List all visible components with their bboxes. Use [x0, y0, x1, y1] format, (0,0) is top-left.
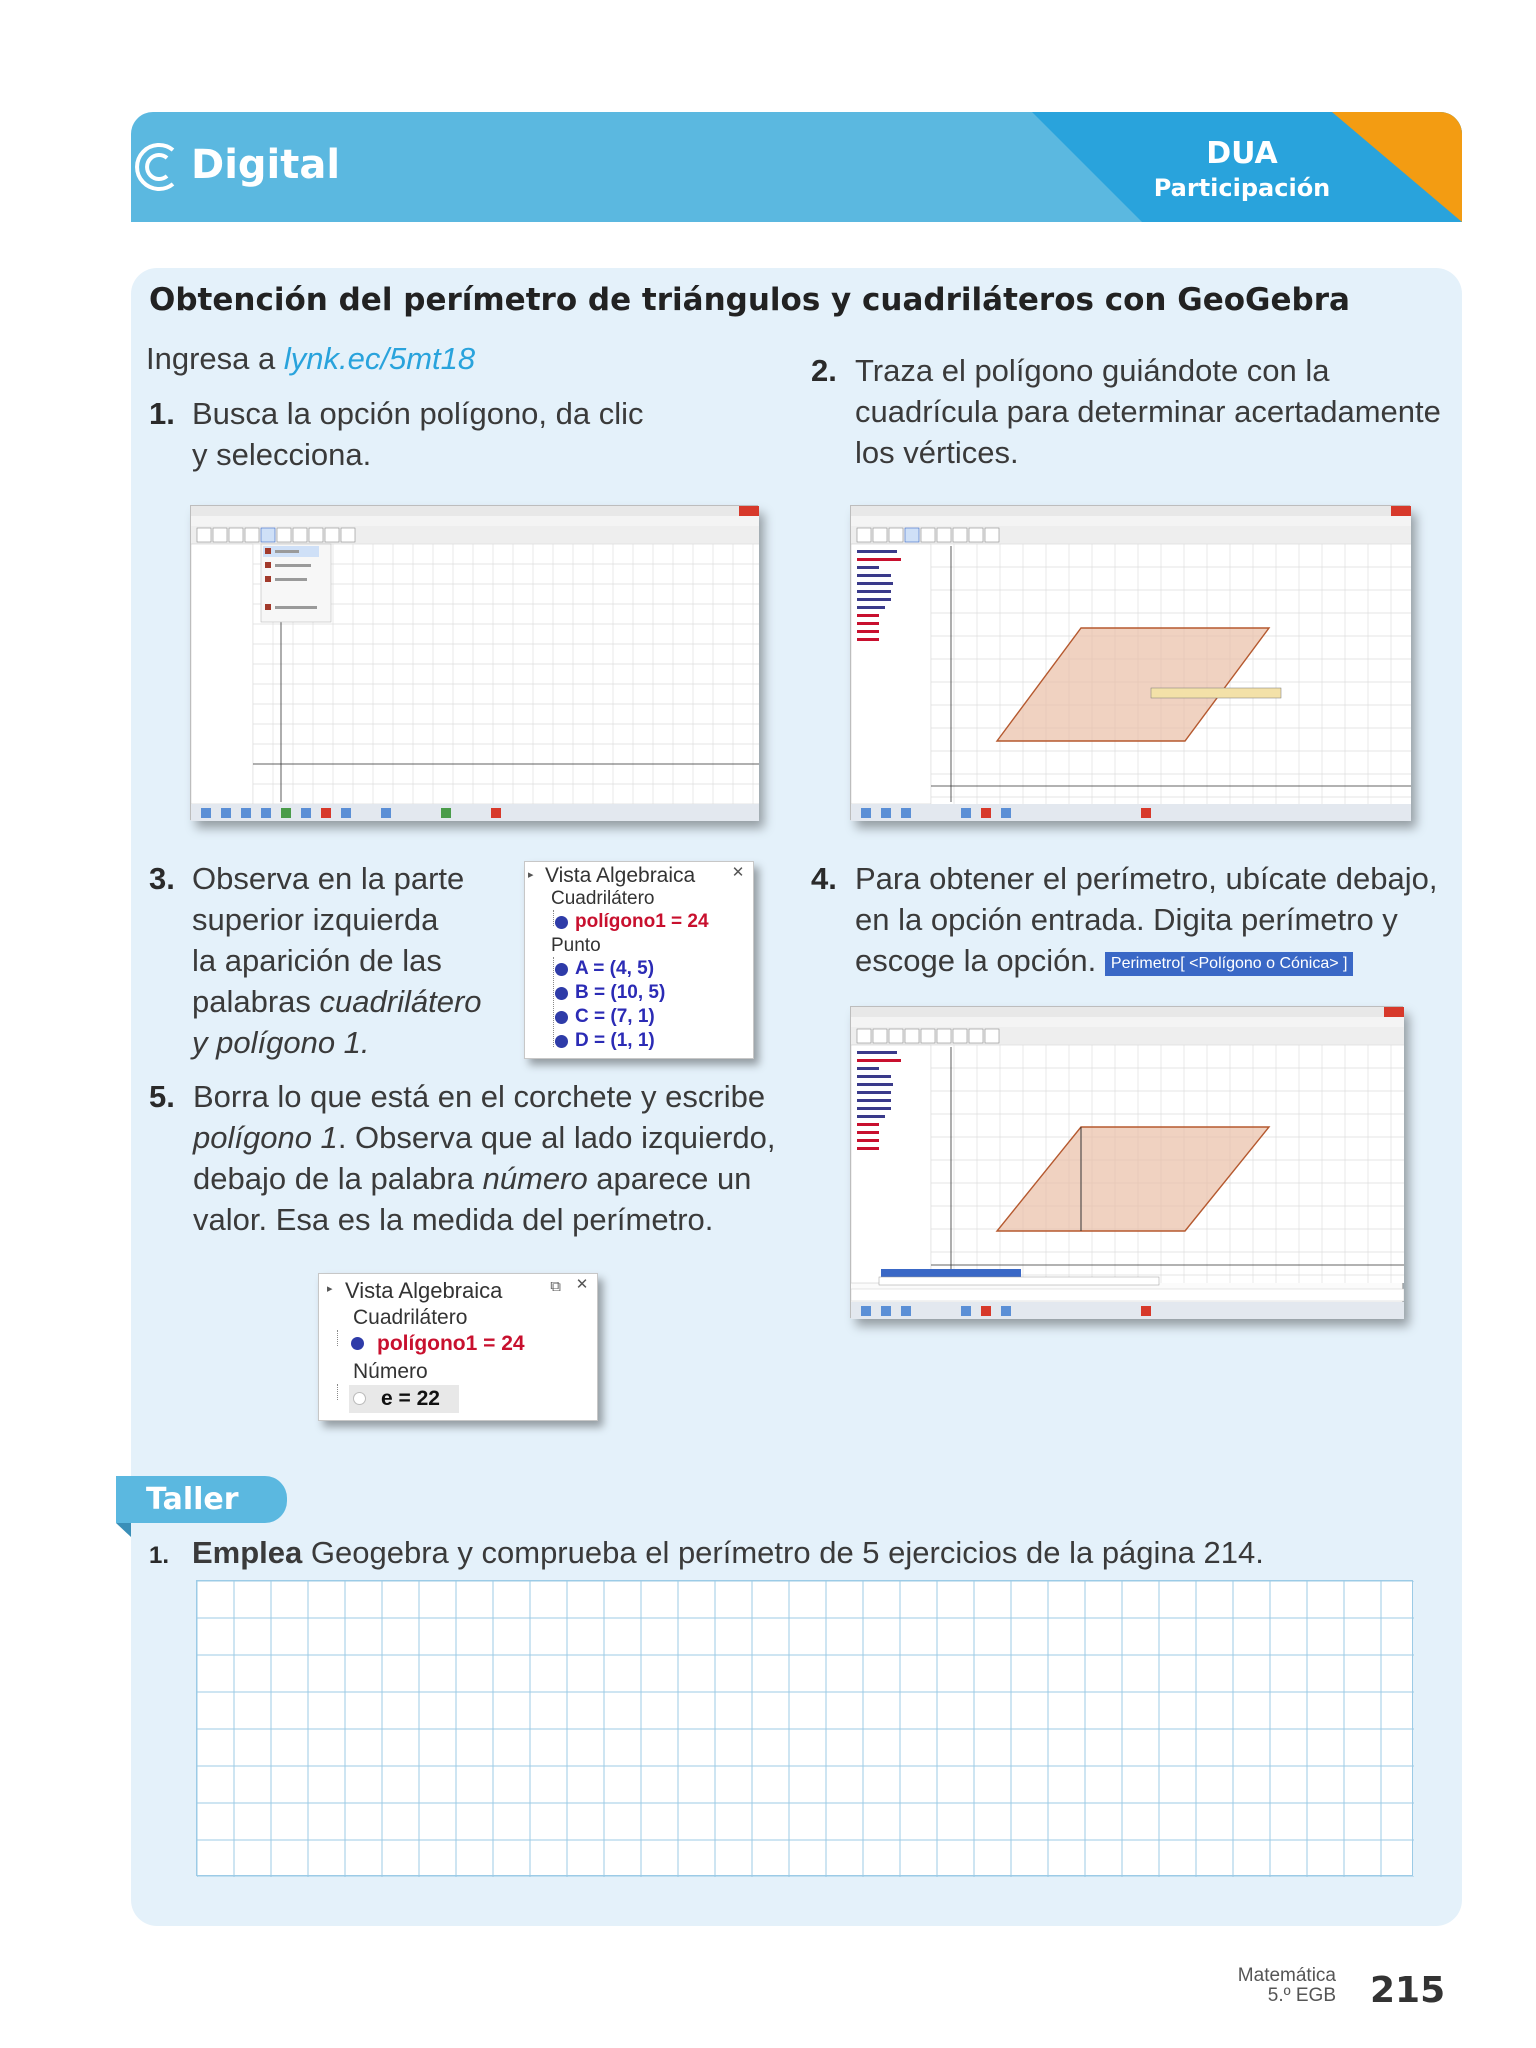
visibility-dot-icon[interactable]	[555, 963, 568, 976]
step-3-line-4a: palabras	[192, 984, 320, 1019]
group-punto: Punto	[551, 935, 601, 956]
undock-icon[interactable]: ⧉	[550, 1278, 561, 1295]
intro-prefix: Ingresa a	[146, 341, 284, 376]
step-3-number: 3.	[149, 861, 175, 896]
algebra-view-number	[318, 1273, 598, 1421]
collapse-arrow-icon[interactable]: ▸	[528, 869, 534, 881]
taller-label-tail	[116, 1523, 131, 1537]
tree-connector	[553, 910, 554, 926]
step-2-line-2: cuadrícula para determinar acertadamente	[855, 394, 1441, 429]
polygon-value: polígono1 = 24	[575, 911, 709, 932]
taller-text: Geogebra y comprueba el perímetro de 5 ejercicios de la página 214.	[302, 1535, 1264, 1570]
visibility-dot-icon[interactable]	[555, 916, 568, 929]
point-b: B = (10, 5)	[575, 982, 666, 1003]
point-d: D = (1, 1)	[575, 1030, 655, 1051]
dua-title: DUA	[1206, 136, 1278, 171]
visibility-dot-icon[interactable]	[555, 1035, 568, 1048]
step-1	[149, 393, 644, 472]
step-5-line-2b: . Observa que al lado izquierdo,	[337, 1120, 776, 1155]
close-icon[interactable]: ✕	[575, 1276, 589, 1293]
step-1-line-1: Busca la opción polígono, da clic	[192, 396, 644, 431]
step-4-number: 4.	[811, 861, 837, 896]
step-1-line-2: y selecciona.	[192, 437, 372, 472]
dua-subtitle: Participación	[1153, 174, 1331, 202]
collapse-arrow-icon[interactable]: ▸	[327, 1283, 333, 1295]
taller-item-number: 1.	[149, 1542, 170, 1569]
group-cuadrilatero: Cuadrilátero	[353, 1306, 468, 1329]
lynk-link[interactable]: lynk.ec/5mt18	[283, 341, 476, 376]
answer-grid-lines	[197, 1581, 1414, 1877]
footer-grade: 5.º EGB	[1267, 1985, 1336, 2006]
step-4-line-1: Para obtener el perímetro, ubícate debajo,	[855, 861, 1438, 896]
footer-subject-name: Matemática	[1237, 1965, 1336, 1986]
visibility-dot-icon[interactable]	[555, 1011, 568, 1024]
step-3-line-2: superior izquierda	[192, 902, 439, 937]
step-2-line-1: Traza el polígono guiándote con la	[855, 353, 1330, 388]
visibility-dot-icon[interactable]	[351, 1337, 364, 1350]
algebra-view-points	[524, 861, 754, 1059]
algebra-view-title: Vista Algebraica	[545, 864, 696, 887]
perimeter-value: e = 22	[381, 1387, 440, 1410]
taller-verb: Emplea	[192, 1535, 303, 1570]
visibility-dot-icon[interactable]	[353, 1392, 366, 1405]
step-5-line-3a: debajo de la palabra	[193, 1161, 483, 1196]
step-4	[811, 858, 1438, 978]
step-3	[149, 858, 482, 1060]
step-5	[149, 1076, 776, 1237]
group-numero: Número	[353, 1360, 428, 1383]
step-3-line-1: Observa en la parte	[192, 861, 465, 896]
intro-line	[146, 338, 475, 379]
geogebra-screenshot-polygon-menu	[190, 505, 758, 820]
activity-heading: Obtención del perímetro de triángulos y cuadriláteros con GeoGebra	[149, 282, 1350, 318]
point-c: C = (7, 1)	[575, 1006, 655, 1027]
page-number: 215	[1370, 1970, 1446, 2011]
step-3-line-5: y polígono 1.	[192, 1025, 370, 1060]
digital-banner	[131, 112, 1462, 222]
step-2-number: 2.	[811, 353, 837, 388]
answer-grid[interactable]	[196, 1580, 1413, 1876]
step-4-line-3: escoge la opción.	[855, 943, 1097, 978]
step-2	[811, 350, 1441, 470]
activity-panel	[131, 268, 1462, 1926]
algebra-view-title: Vista Algebraica	[345, 1278, 503, 1303]
digital-logo-icon	[133, 138, 181, 196]
tree-connector	[337, 1330, 338, 1346]
step-1-number: 1.	[149, 396, 175, 431]
taller-item-1	[149, 1532, 1264, 1576]
group-cuadrilatero: Cuadrilátero	[551, 888, 655, 909]
step-5-number: 5.	[149, 1079, 175, 1114]
step-3-line-3: la aparición de las	[192, 943, 442, 978]
footer-subject	[1176, 1966, 1336, 2006]
taller-label: Taller	[116, 1476, 287, 1523]
step-5-line-3c: aparece un	[587, 1161, 752, 1196]
point-a: A = (4, 5)	[575, 958, 655, 979]
polygon-value: polígono1 = 24	[377, 1332, 525, 1355]
geogebra-window-1-graphic	[191, 506, 759, 821]
geogebra-screenshot-parallelogram	[850, 505, 1410, 820]
tree-connector	[337, 1384, 338, 1400]
step-3-line-4b: cuadrilátero	[319, 984, 482, 1019]
step-5-line-3b: número	[482, 1161, 588, 1196]
step-4-line-2: en la opción entrada. Digita perímetro y	[855, 902, 1398, 937]
geogebra-window-2-graphic	[851, 506, 1411, 821]
perimeter-command-tag[interactable]: Perimetro[ <Polígono o Cónica> ]	[1105, 952, 1354, 976]
banner-title: Digital	[191, 142, 341, 188]
step-5-line-4: valor. Esa es la medida del perímetro.	[193, 1202, 714, 1237]
visibility-dot-icon[interactable]	[555, 987, 568, 1000]
step-5-line-1: Borra lo que está en el corchete y escribe	[193, 1079, 766, 1114]
geogebra-screenshot-perimeter	[850, 1006, 1403, 1318]
geogebra-window-3-graphic	[851, 1007, 1404, 1319]
tree-connector	[553, 957, 554, 1047]
step-5-line-2a: polígono 1	[193, 1120, 338, 1155]
close-icon[interactable]: ✕	[731, 864, 745, 881]
step-2-line-3: los vértices.	[855, 435, 1019, 470]
